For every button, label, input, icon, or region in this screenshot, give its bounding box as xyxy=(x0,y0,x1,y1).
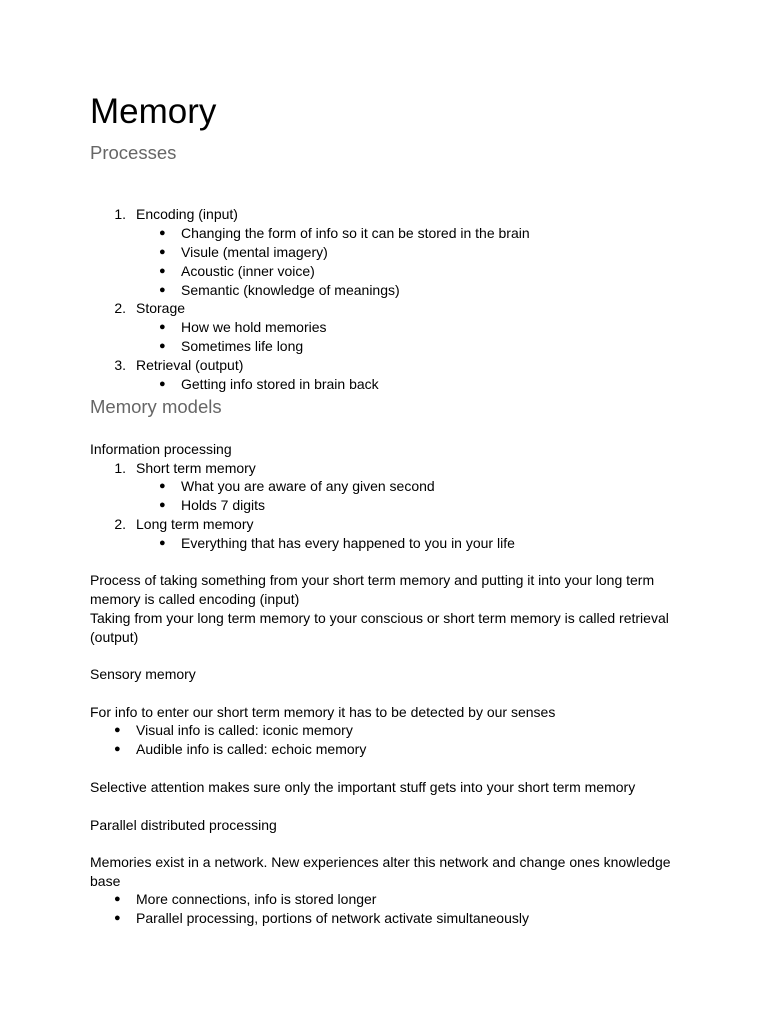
bullet-icon: ● xyxy=(114,893,121,905)
information-processing-label: Information processing xyxy=(90,441,232,457)
bullet-icon: ● xyxy=(159,321,166,333)
bullet-icon: ● xyxy=(159,537,166,549)
paragraph-encoding: Process of taking something from your short term memory and putting it into your long term memory is called encoding (input) xyxy=(90,572,655,607)
list-item: Changing the form of info so it can be stored in the brain xyxy=(181,225,530,241)
list-item: Semantic (knowledge of meanings) xyxy=(181,282,400,298)
paragraph-retrieval: Taking from your long term memory to your conscious or short term memory is called retrieval (output) xyxy=(90,610,669,645)
list-number: 1. xyxy=(114,206,126,222)
list-item: Holds 7 digits xyxy=(181,497,266,513)
list-item: Encoding (input) xyxy=(136,206,238,222)
heading-processes: Processes xyxy=(90,142,177,163)
list-item: Everything that has every happened to you in your life xyxy=(181,535,515,551)
pdp-label: Parallel distributed processing xyxy=(90,817,277,833)
bullet-icon: ● xyxy=(159,246,166,258)
list-item: Visual info is called: iconic memory xyxy=(136,722,353,738)
list-item: Acoustic (inner voice) xyxy=(181,263,315,279)
list-item: Parallel processing, portions of network activate simultaneously xyxy=(136,910,529,926)
bullet-icon: ● xyxy=(159,284,166,296)
list-item: Long term memory xyxy=(136,516,254,532)
list-item: Sometimes life long xyxy=(181,338,304,354)
paragraph-sensory: For info to enter our short term memory it has to be detected by our senses xyxy=(90,704,556,720)
list-item: More connections, info is stored longer xyxy=(136,891,377,907)
list-item: Retrieval (output) xyxy=(136,357,244,373)
list-number: 1. xyxy=(114,460,126,476)
bullet-icon: ● xyxy=(159,265,166,277)
list-number: 2. xyxy=(114,516,126,532)
bullet-icon: ● xyxy=(114,724,121,736)
list-number: 2. xyxy=(114,300,126,316)
list-item: Storage xyxy=(136,300,186,316)
paragraph-pdp: Memories exist in a network. New experiences alter this network and change ones knowledge base xyxy=(90,854,671,889)
bullet-icon: ● xyxy=(159,340,166,352)
bullet-icon: ● xyxy=(114,912,121,924)
sensory-memory-label: Sensory memory xyxy=(90,666,196,682)
bullet-icon: ● xyxy=(159,378,166,390)
list-number: 3. xyxy=(114,357,126,373)
list-item: Getting info stored in brain back xyxy=(181,376,379,392)
list-item: Audible info is called: echoic memory xyxy=(136,741,367,757)
paragraph-selective-attention: Selective attention makes sure only the important stuff gets into your short term memory xyxy=(90,779,636,795)
bullet-icon: ● xyxy=(159,227,166,239)
list-item: Short term memory xyxy=(136,460,256,476)
document-title: Memory xyxy=(90,92,217,131)
heading-memory-models: Memory models xyxy=(90,396,222,417)
bullet-icon: ● xyxy=(159,499,166,511)
list-item: What you are aware of any given second xyxy=(181,478,435,494)
bullet-icon: ● xyxy=(114,743,121,755)
bullet-icon: ● xyxy=(159,480,166,492)
list-item: How we hold memories xyxy=(181,319,327,335)
list-item: Visule (mental imagery) xyxy=(181,244,328,260)
